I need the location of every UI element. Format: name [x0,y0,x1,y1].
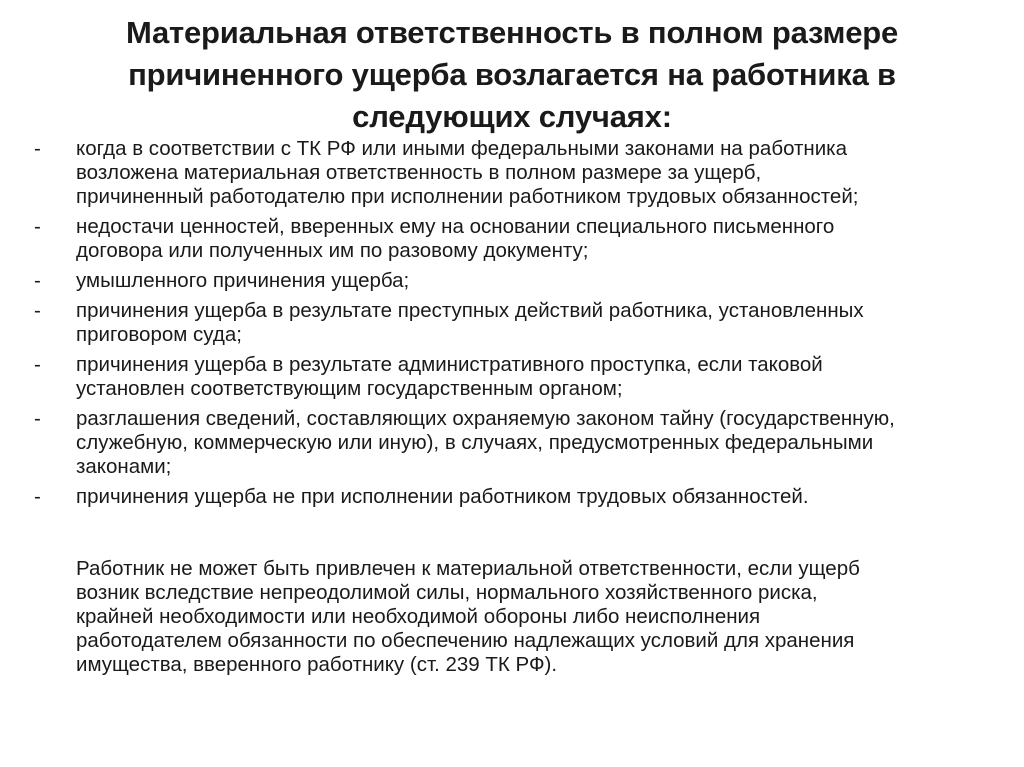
list-item [34,137,1014,209]
list-item-line: причинения ущерба в результате административного проступка, если таковой [76,353,823,376]
slide-title [60,12,964,138]
list-item-line: установлен соответствующим государственным органом; [76,377,623,400]
list-bullet: - [34,485,41,508]
list-item-line: причинения ущерба не при исполнении работником трудовых обязанностей. [76,485,809,508]
list-item-line: договора или полученных им по разовому документу; [76,239,589,262]
list-item [34,269,1014,293]
note-line: крайней необходимости или необходимой обороны либо неисполнения [76,605,761,628]
list-bullet: - [34,299,41,322]
list-item-line: разглашения сведений, составляющих охраняемую законом тайну (государственную, [76,407,895,430]
list-item [34,485,1014,509]
note-line: возник вследствие непреодолимой силы, нормального хозяйственного риска, [76,581,818,604]
list-bullet: - [34,269,41,292]
list-item [34,407,1014,479]
list-item-line: приговором суда; [76,323,242,346]
list-item [34,299,1014,347]
list-item [34,215,1014,263]
list-bullet: - [34,407,41,430]
list-bullet: - [34,215,41,238]
list-item-line: причинения ущерба в результате преступных действий работника, установленных [76,299,864,322]
note-line: работодателем обязанности по обеспечению надлежащих условий для хранения [76,629,855,652]
title-line: причиненного ущерба возлагается на работника в [128,57,896,92]
list-item-line: умышленного причинения ущерба; [76,269,410,292]
note-line: имущества, вверенного работнику (ст. 239 ТК РФ). [76,653,558,676]
list-item-line: причиненный работодателю при исполнении работником трудовых обязанностей; [76,185,859,208]
list-item [34,353,1014,401]
exemption-note [76,557,1006,677]
liability-cases-list [34,137,1014,515]
list-item-line: служебную, коммерческую или иную), в случаях, предусмотренных федеральными [76,431,874,454]
list-bullet: - [34,353,41,376]
list-item-line: когда в соответствии с ТК РФ или иными федеральными законами на работника [76,137,848,160]
note-line: Работник не может быть привлечен к материальной ответственности, если ущерб [76,557,860,580]
list-item-line: законами; [76,455,172,478]
list-item-line: недостачи ценностей, вверенных ему на основании специального письменного [76,215,835,238]
list-bullet: - [34,137,41,160]
list-item-line: возложена материальная ответственность в полном размере за ущерб, [76,161,762,184]
title-line: Материальная ответственность в полном размере [125,15,899,50]
title-line: следующих случаях: [352,99,672,134]
